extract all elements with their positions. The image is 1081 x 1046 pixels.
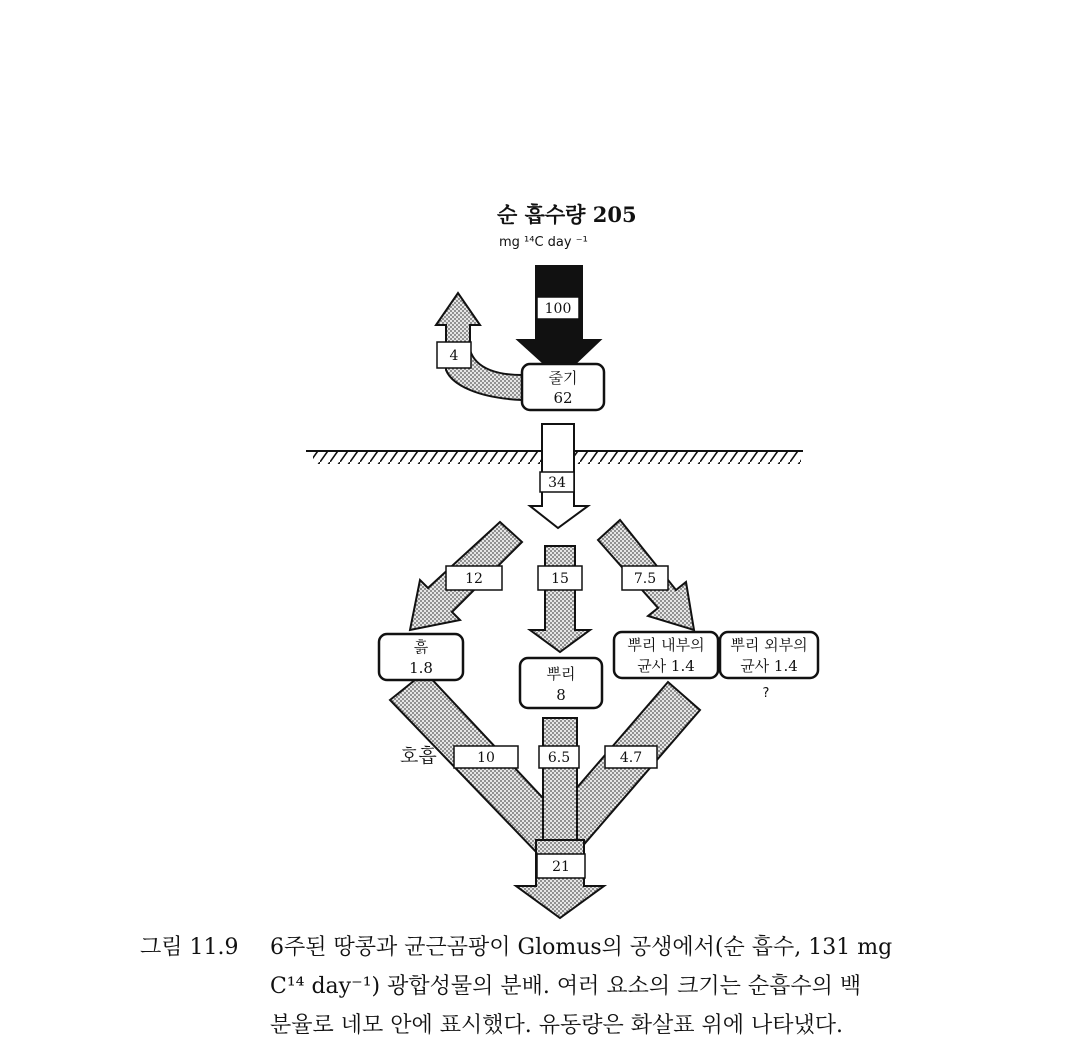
stem-label: 줄기 — [548, 369, 578, 387]
stem-value: 62 — [553, 389, 573, 407]
respiration-label: 호흡 — [400, 745, 437, 767]
root-arrow — [530, 546, 590, 652]
soil-label: 흙 — [413, 638, 429, 656]
fungi-inside-value: 균사 1.4 — [637, 657, 695, 675]
caption-body — [270, 928, 1050, 1045]
root-value: 8 — [556, 686, 566, 704]
net-uptake-unit: mg ¹⁴C day ⁻¹ — [499, 235, 588, 250]
fungi-inside-label: 뿌리 내부의 — [627, 636, 705, 654]
caption-line-3: 분율로 네모 안에 표시했다. 유동량은 화살표 위에 나타냈다. — [270, 1013, 843, 1038]
caption-line-2: C¹⁴ day⁻¹) 광합성물의 분배. 여러 요소의 크기는 순흡수의 백 — [270, 974, 862, 999]
resp-soil-value: 10 — [477, 750, 495, 766]
root-label: 뿌리 — [546, 665, 576, 683]
total-resp-value: 21 — [552, 859, 570, 875]
soil-flow-value: 12 — [465, 571, 483, 587]
respiration-root-arrow — [543, 718, 577, 856]
net-uptake-label: 순 흡수량 205 — [497, 202, 637, 227]
soil-value: 1.8 — [409, 659, 433, 677]
main-input-arrow — [518, 266, 600, 378]
fungi-outside-label: 뿌리 외부의 — [730, 636, 808, 654]
fungi-outside-note: ? — [762, 686, 770, 701]
below-ground-value: 34 — [548, 475, 566, 491]
total-respiration-arrow — [516, 840, 604, 918]
main-input-value: 100 — [544, 301, 572, 317]
resp-fungi-value: 4.7 — [619, 750, 643, 766]
loss-value: 4 — [449, 348, 459, 364]
caption-line-1: 6주된 땅콩과 균근곰팡이 Glomus의 공생에서(순 흡수, 131 mg — [270, 935, 893, 960]
resp-root-value: 6.5 — [547, 750, 571, 766]
fungi-outside-value: 균사 1.4 — [740, 657, 798, 675]
fungi-flow-value: 7.5 — [633, 571, 657, 587]
root-flow-value: 15 — [551, 571, 569, 587]
caption-number: 그림 11.9 — [140, 935, 239, 960]
